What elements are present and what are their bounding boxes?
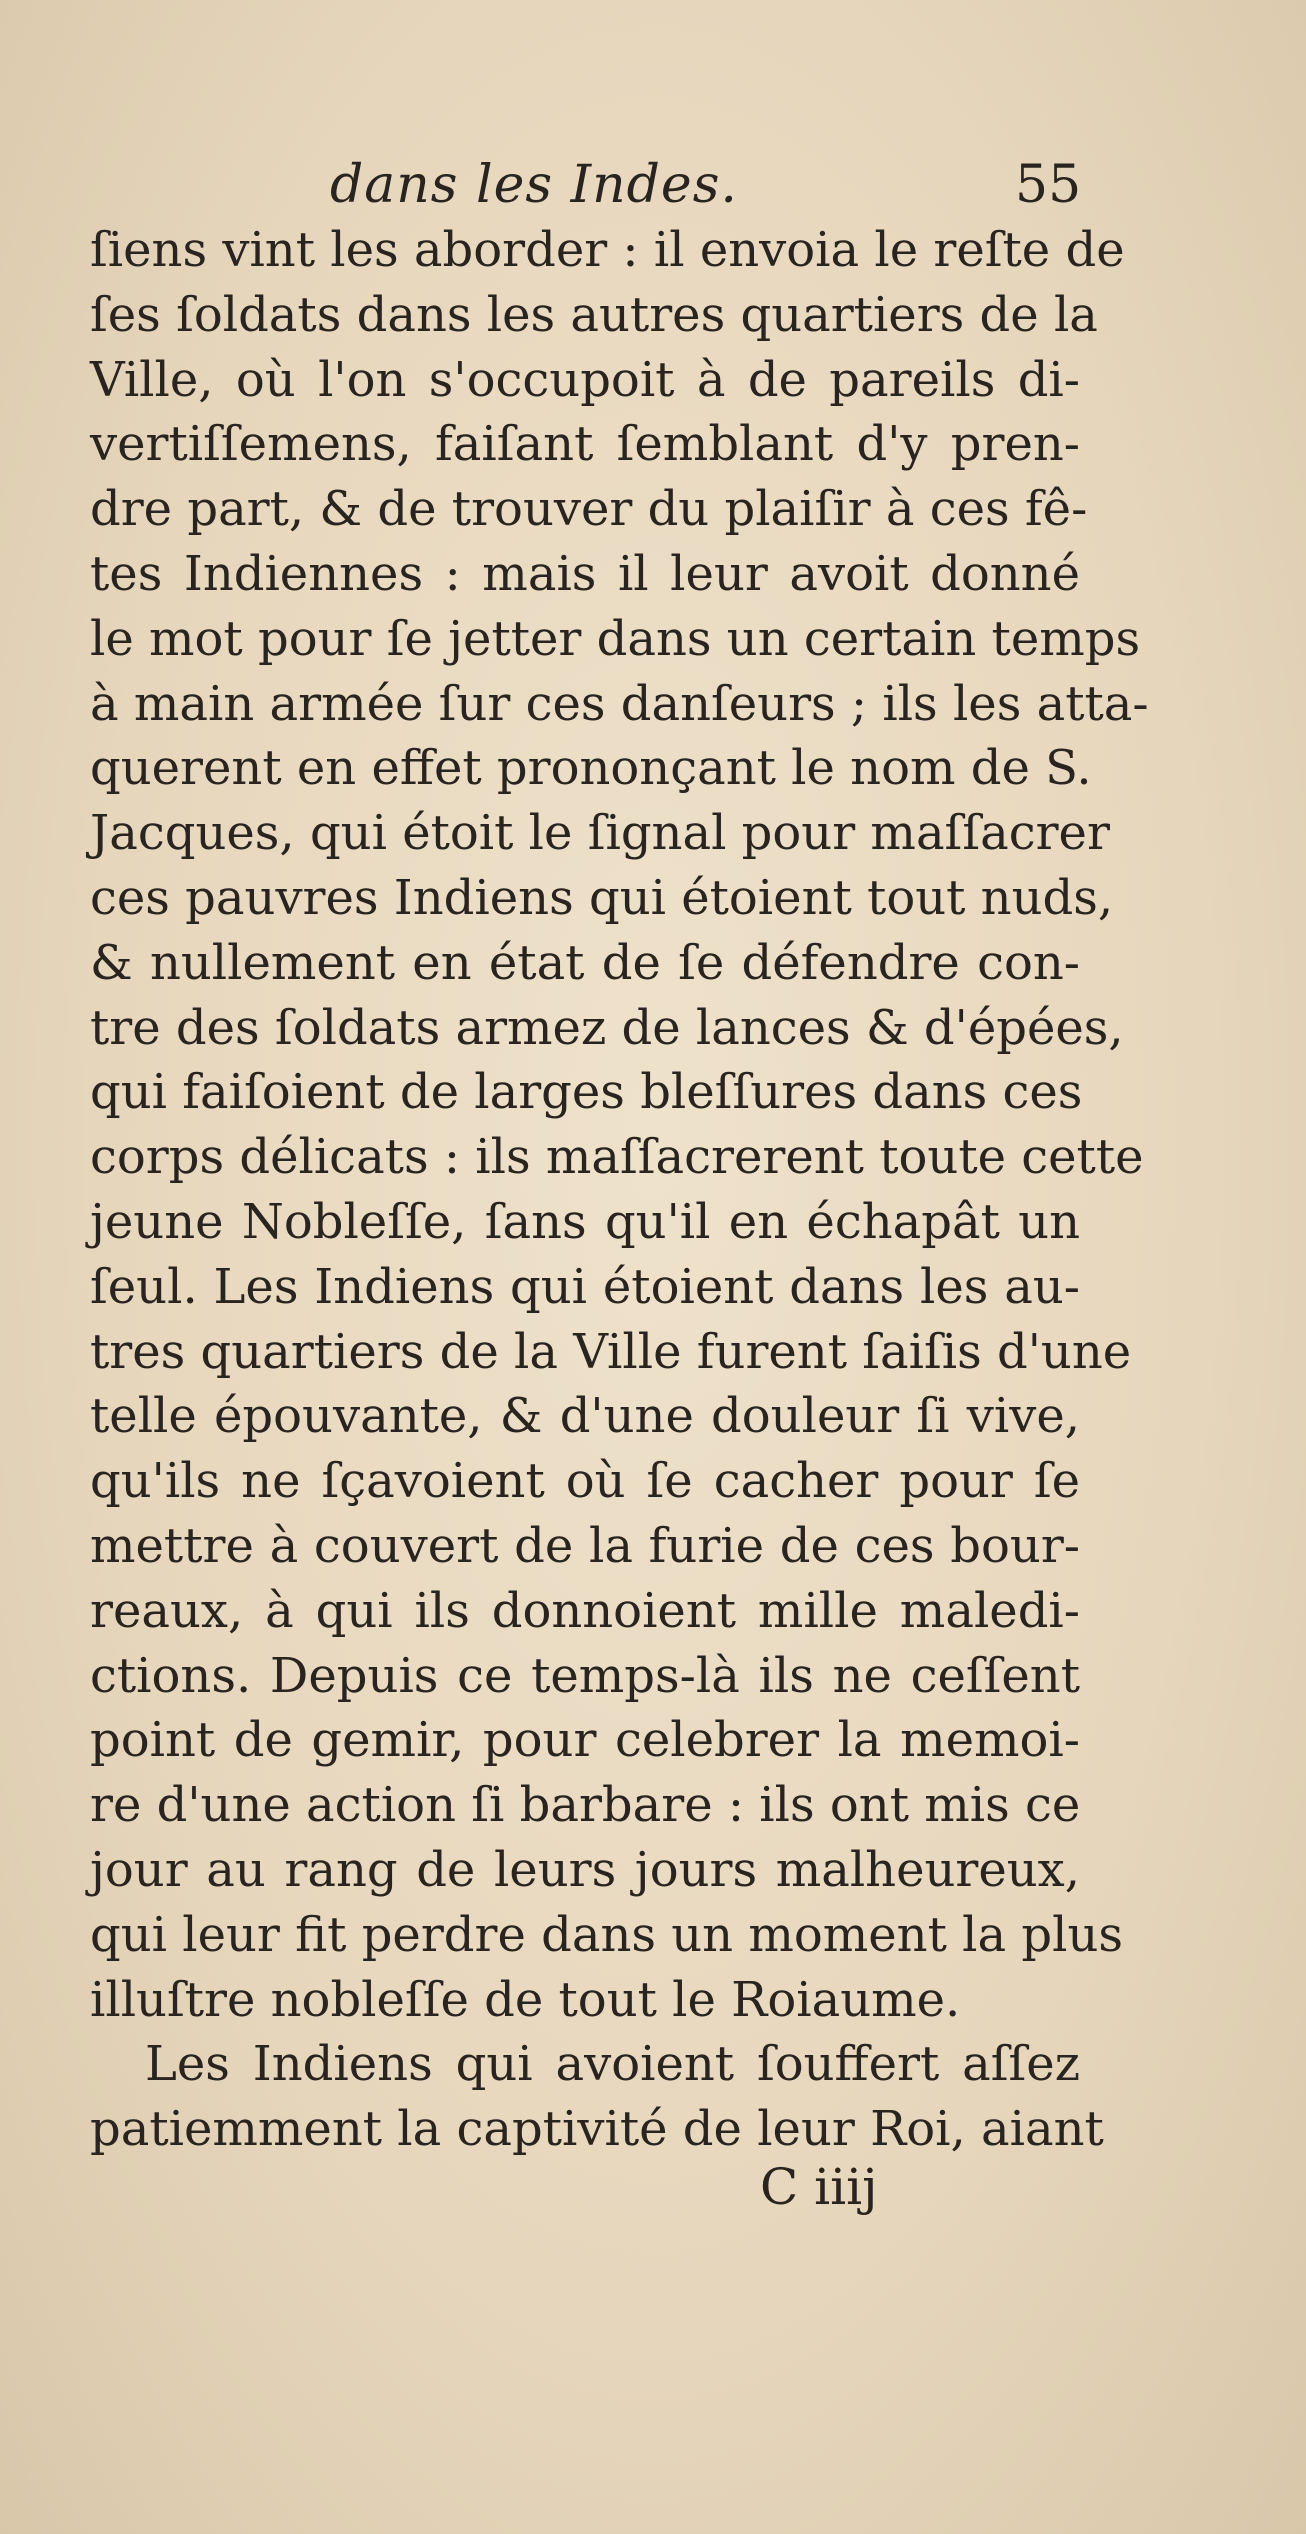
- text-line: patiemment la captivité de leur Roi, aiant: [90, 2101, 1104, 2158]
- text-line: ſes ſoldats dans les autres quartiers de la: [90, 286, 1098, 343]
- text-line: Jacques, qui étoit le ſignal pour maſſacrer: [90, 805, 1110, 862]
- paragraph-first-line: Les Indiens qui avoient ſouffert aſſez: [145, 2036, 1080, 2093]
- page-number: 55: [1015, 155, 1082, 215]
- text-line: vertiſſemens, faiſant ſemblant d'y pren-: [90, 416, 1080, 473]
- text-line: ces pauvres Indiens qui étoient tout nuds,: [90, 869, 1114, 926]
- text-line: jour au rang de leurs jours malheureux,: [90, 1841, 1080, 1898]
- text-line: Ville, où l'on s'occupoit à de pareils di-: [90, 351, 1080, 408]
- text-line: tre des ſoldats armez de lances & d'épées,: [90, 999, 1124, 1056]
- text-line: qui leur fit perdre dans un moment la plus: [90, 1906, 1123, 1963]
- text-line: ſiens vint les aborder : il envoia le reſte de: [90, 222, 1125, 278]
- text-line: & nullement en état de ſe défendre con-: [90, 934, 1080, 991]
- text-line: qu'ils ne ſçavoient où ſe cacher pour ſe: [90, 1453, 1080, 1510]
- body-text: [90, 218, 1149, 2162]
- text-line: ctions. Depuis ce temps-là ils ne ceſſent: [90, 1647, 1080, 1704]
- text-line: qui faiſoient de larges bleſſures dans ces: [90, 1064, 1083, 1121]
- text-line: à main armée ſur ces danſeurs ; ils les atta-: [90, 675, 1149, 732]
- text-line: point de gemir, pour celebrer la memoi-: [90, 1712, 1080, 1769]
- paragraph-last-line: illuſtre nobleſſe de tout le Roiaume.: [90, 1971, 961, 2028]
- text-line: jeune Nobleſſe, ſans qu'il en échapât un: [90, 1193, 1080, 1250]
- running-head: [0, 150, 1306, 220]
- text-line: corps délicats : ils maſſacrerent toute cette: [90, 1129, 1144, 1186]
- text-line: ſeul. Les Indiens qui étoient dans les au-: [90, 1258, 1080, 1315]
- running-title: dans les Indes.: [330, 155, 738, 215]
- text-line: le mot pour ſe jetter dans un certain temps: [90, 610, 1141, 667]
- text-line: tres quartiers de la Ville furent ſaiſis d'une: [90, 1323, 1132, 1380]
- text-line: reaux, à qui ils donnoient mille maledi-: [90, 1582, 1080, 1639]
- text-line: mettre à couvert de la furie de ces bour-: [90, 1517, 1080, 1574]
- text-line: dre part, & de trouver du plaiſir à ces fê-: [90, 481, 1088, 538]
- text-line: querent en effet prononçant le nom de S.: [90, 740, 1092, 797]
- signature-mark: C iiij: [760, 2158, 878, 2216]
- text-line: tes Indiennes : mais il leur avoit donné: [90, 545, 1080, 602]
- text-line: re d'une action ſi barbare : ils ont mis ce: [90, 1777, 1081, 1834]
- text-line: telle épouvante, & d'une douleur ſi vive,: [90, 1388, 1080, 1445]
